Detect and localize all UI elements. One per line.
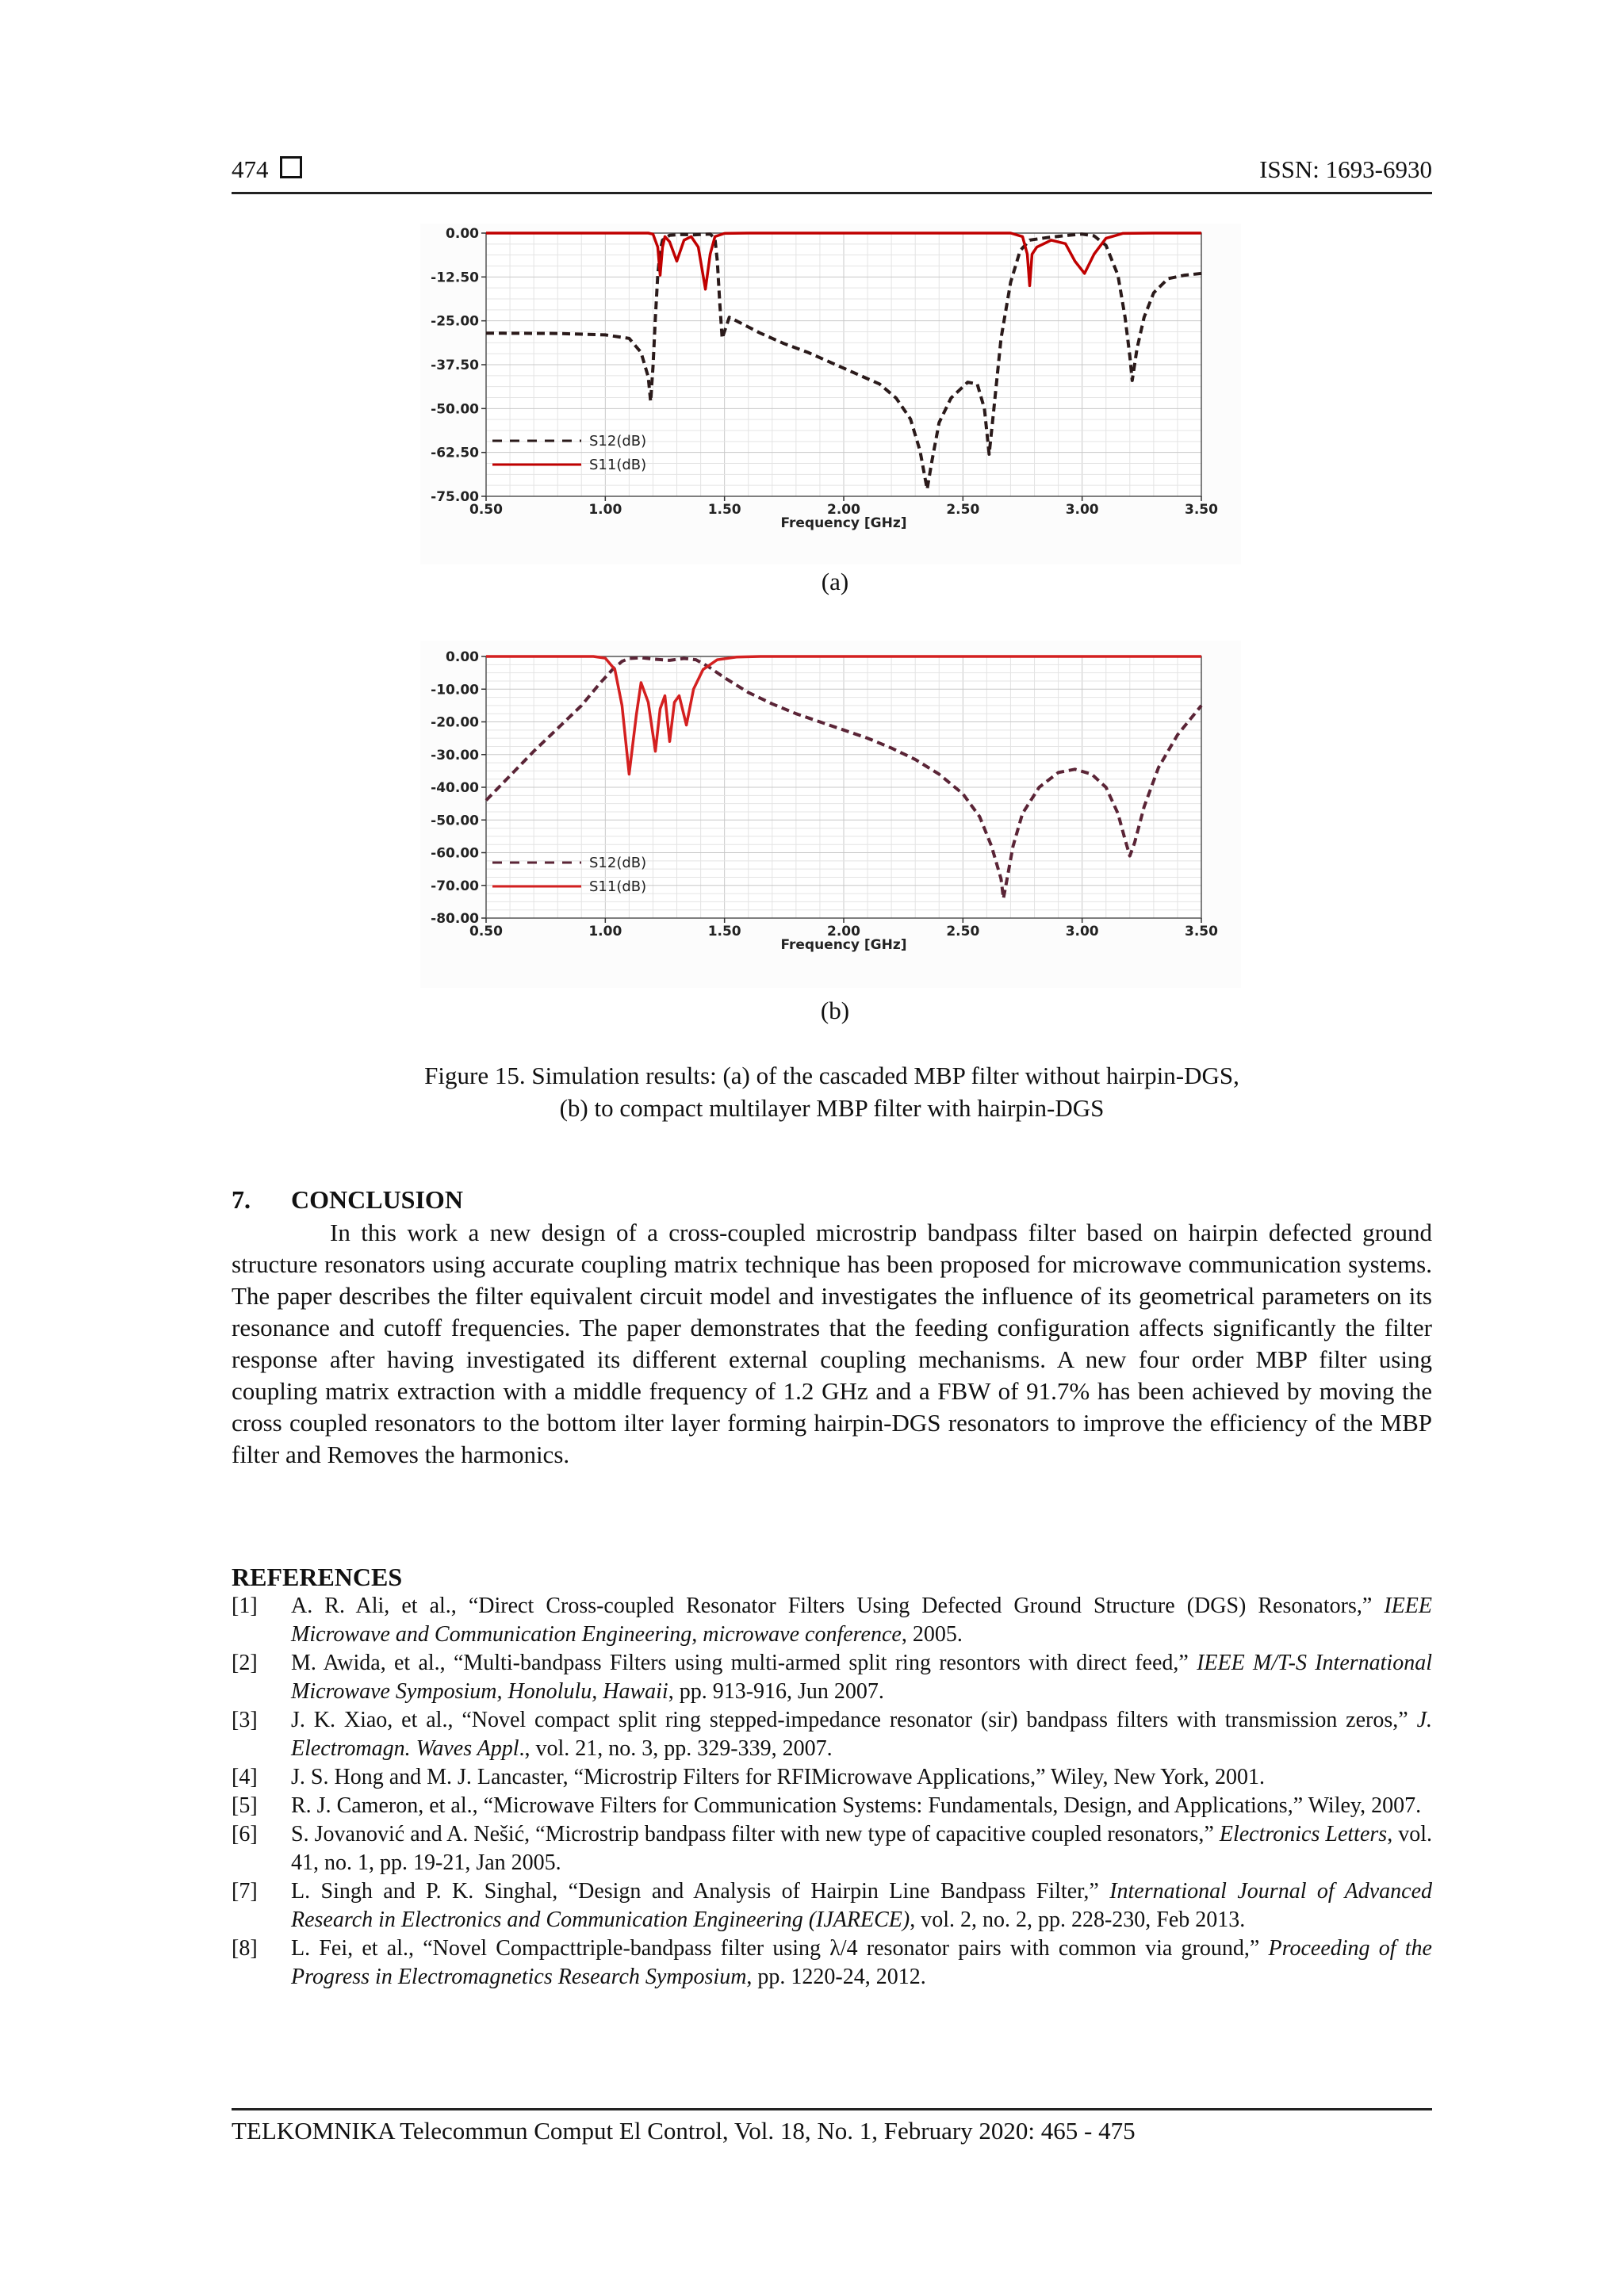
chart-svg (420, 641, 1241, 988)
reference-text-end: , 2005. (901, 1622, 963, 1647)
y-tick-label: -37.50 (431, 358, 479, 373)
reference-text: S. Jovanović and A. Nešić, “Microstrip bandpass filter with new type of capacitive coupled resonators,” (291, 1822, 1220, 1846)
page-footer: TELKOMNIKA Telecommun Comput El Control, Vol. 18, No. 1, February 2020: 465 - 475 (232, 2108, 1432, 2145)
figure-15a-chart (420, 224, 1241, 564)
reference-number: [2] (232, 1651, 258, 1675)
y-tick-label: -12.50 (431, 270, 479, 286)
y-tick-label: -60.00 (431, 845, 479, 862)
reference-venue: International Journal of Advanced Research in Electronics and Communication Engineering (IJARECE) (291, 1879, 1432, 1932)
reference-item (232, 1763, 1432, 1792)
x-tick-label: 2.50 (946, 502, 980, 518)
section-heading (232, 1185, 463, 1215)
page-header (232, 155, 1432, 194)
reference-item (232, 1792, 1432, 1820)
reference-text-end: ., vol. 21, no. 3, pp. 329-339, 2007. (519, 1736, 833, 1761)
x-tick-label: 3.00 (1065, 502, 1099, 518)
x-tick-label: 1.50 (707, 924, 741, 939)
reference-item (232, 1592, 1432, 1649)
x-tick-label: 0.50 (469, 502, 503, 518)
legend-label: S11(dB) (589, 878, 647, 895)
reference-item (232, 1820, 1432, 1877)
legend-label: S12(dB) (589, 433, 647, 450)
x-tick-label: 1.00 (588, 502, 622, 518)
x-tick-label: 1.00 (588, 924, 622, 939)
y-tick-label: 0.00 (446, 649, 479, 665)
y-tick-label: 0.00 (446, 226, 479, 242)
y-tick-label: -75.00 (431, 489, 479, 505)
reference-venue: Electronics Letters (1219, 1822, 1388, 1846)
reference-text: M. Awida, et al., “Multi-bandpass Filters using multi-armed split ring resontors with direct feed,” (291, 1651, 1197, 1675)
y-tick-label: -10.00 (431, 682, 479, 698)
x-tick-label: 3.50 (1185, 924, 1218, 939)
reference-text-end: , pp. 1220-24, 2012. (746, 1965, 926, 1989)
chart-svg (420, 224, 1241, 564)
y-tick-label: -20.00 (431, 714, 479, 731)
x-tick-label: 2.00 (827, 502, 860, 518)
reference-item (232, 1649, 1432, 1706)
y-tick-label: -50.00 (431, 401, 479, 418)
page-number-group (232, 155, 302, 184)
caption-line-2: (b) to compact multilayer MBP filter with hairpin-DGS (559, 1094, 1105, 1122)
reference-number: [4] (232, 1765, 258, 1789)
reference-number: [1] (232, 1594, 258, 1618)
y-tick-label: -62.50 (431, 445, 479, 461)
panel-label-a: (a) (821, 568, 849, 595)
reference-list (232, 1592, 1432, 1992)
reference-text: L. Singh and P. K. Singhal, “Design and Analysis of Hairpin Line Bandpass Filter,” (291, 1879, 1110, 1904)
x-axis-label: Frequency [GHz] (780, 515, 907, 531)
reference-text: J. K. Xiao, et al., “Novel compact split ring stepped-impedance resonator (sir) bandpass filters with transmission zeros,” (291, 1708, 1417, 1732)
page-number: 474 (232, 155, 269, 183)
y-tick-label: -80.00 (431, 911, 479, 927)
reference-text-end: , vol. 2, no. 2, pp. 228-230, Feb 2013. (910, 1908, 1246, 1932)
conclusion-paragraph: In this work a new design of a cross-coupled microstrip bandpass filter based on hairpin defected ground structure resonators using accurate coupling matrix technique has been proposed for microwave communication systems. The paper describes the filter equivalent circuit model and investigates the influence of its geometrical parameters on its resonance and cutoff frequencies. The paper demonstrates that the feeding configuration affects significantly the filter response after having investigated its different external coupling mechanisms. A new four order MBP filter using coupling matrix extraction with a middle frequency of 1.2 GHz and a FBW of 91.7% has been achieved by moving the cross coupled resonators to the bottom ilter layer forming hairpin-DGS resonators to improve the efficiency of the MBP filter and Removes the harmonics. (232, 1219, 1432, 1468)
x-tick-label: 1.50 (707, 502, 741, 518)
x-tick-label: 2.50 (946, 924, 980, 939)
y-tick-label: -50.00 (431, 813, 479, 829)
y-tick-label: -70.00 (431, 878, 479, 894)
y-tick-label: -40.00 (431, 780, 479, 796)
reference-text: R. J. Cameron, et al., “Microwave Filters for Communication Systems: Fundamentals, Design, and Applications,” Wiley, 2007. (291, 1793, 1422, 1818)
square-icon (280, 156, 302, 178)
y-tick-label: -25.00 (431, 313, 479, 330)
reference-number: [7] (232, 1879, 258, 1904)
section-title: CONCLUSION (291, 1185, 463, 1214)
y-tick-label: -30.00 (431, 747, 479, 763)
figure-caption (232, 1059, 1432, 1124)
reference-text-end: , pp. 913-916, Jun 2007. (668, 1679, 884, 1704)
reference-text: A. R. Ali, et al., “Direct Cross-coupled Resonator Filters Using Defected Ground Structure (DGS) Resonators,” (291, 1594, 1385, 1618)
x-tick-label: 3.50 (1185, 502, 1218, 518)
reference-number: [6] (232, 1822, 258, 1846)
issn: ISSN: 1693-6930 (1259, 155, 1432, 183)
reference-number: [3] (232, 1708, 258, 1732)
legend-label: S12(dB) (589, 855, 647, 871)
references-heading: REFERENCES (232, 1563, 403, 1591)
panel-label-b: (b) (820, 997, 850, 1024)
reference-venue: Proceeding of the Progress in Electromagnetics Research Symposium (291, 1936, 1432, 1989)
reference-number: [8] (232, 1936, 258, 1961)
reference-text-end: , vol. 41, no. 1, pp. 19-21, Jan 2005. (291, 1822, 1433, 1875)
reference-number: [5] (232, 1793, 258, 1818)
x-tick-label: 3.00 (1065, 924, 1099, 939)
reference-text: L. Fei, et al., “Novel Compacttriple-bandpass filter using λ/4 resonator pairs with common via ground,” (291, 1936, 1269, 1961)
section-number: 7. (232, 1185, 251, 1214)
reference-item (232, 1877, 1432, 1934)
reference-item (232, 1706, 1432, 1763)
reference-item (232, 1934, 1432, 1992)
reference-venue: IEEE M/T-S International Microwave Symposium, Honolulu, Hawaii (291, 1651, 1432, 1704)
reference-venue: J. Electromagn. Waves Appl (291, 1708, 1432, 1761)
x-tick-label: 0.50 (469, 924, 503, 939)
x-tick-label: 2.00 (827, 924, 860, 939)
reference-venue: IEEE Microwave and Communication Engineering, microwave conference (291, 1594, 1432, 1647)
x-axis-label: Frequency [GHz] (780, 937, 907, 953)
reference-text: J. S. Hong and M. J. Lancaster, “Microstrip Filters for RFIMicrowave Applications,” Wiley, New York, 2001. (291, 1765, 1266, 1789)
figure-15b-chart (420, 641, 1241, 988)
legend-label: S11(dB) (589, 457, 647, 473)
caption-line-1: Figure 15. Simulation results: (a) of the cascaded MBP filter without hairpin-DGS, (424, 1062, 1239, 1089)
